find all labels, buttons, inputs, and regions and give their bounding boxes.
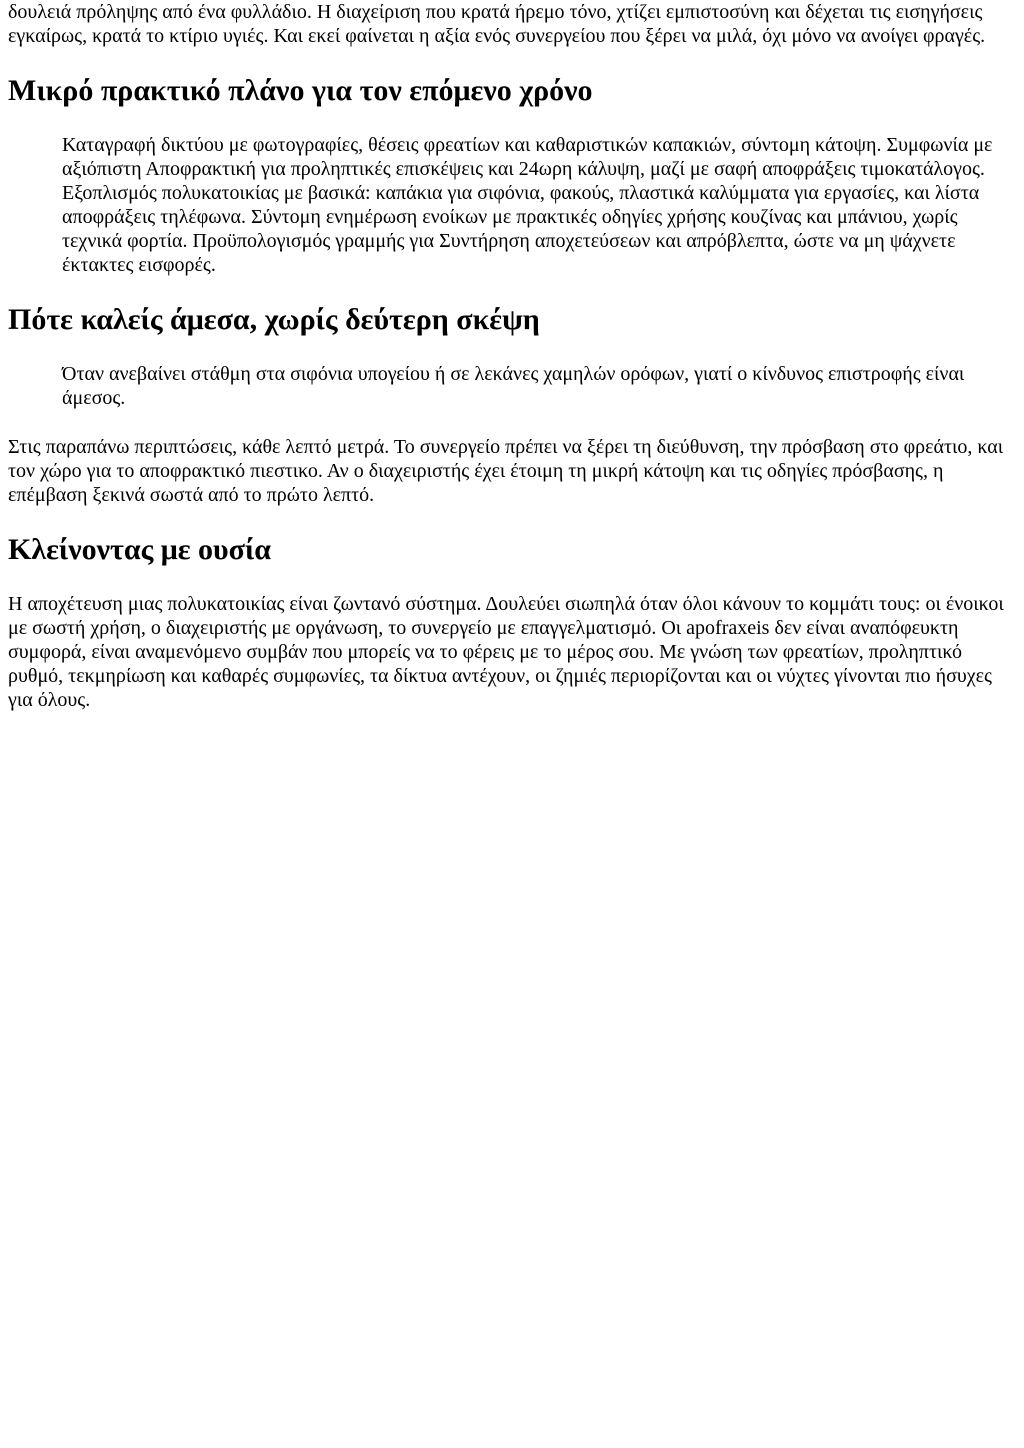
plan-blockquote: [62, 133, 1016, 277]
section-heading-urgent: Πότε καλείς άμεσα, χωρίς δεύτερη σκέψη: [8, 303, 540, 336]
urgent-paragraph: Στις παραπάνω περιπτώσεις, κάθε λεπτό μετρά. Το συνεργείο πρέπει να ξέρει τη διεύθυνση, την πρόσβαση στο φρεάτιο, και τον χώρο για το αποφρακτικό πιεστικο. Αν ο διαχειριστής έχει έτοιμη τη μικρή κάτοψη και τις οδηγίες πρόσβασης, η επέμβαση ξεκινά σωστά από το πρώτο λεπτό.: [8, 436, 1004, 506]
plan-text: Καταγραφή δικτύου με φωτογραφίες, θέσεις φρεατίων και καθαριστικών καπακιών, σύντομη κάτοψη. Συμφωνία με αξιόπιστη Αποφρακτική για προληπτικές επισκέψεις και 24ωρη κάλυψη, μαζί με σαφή αποφράξεις τιμοκατάλογος. Εξοπλισμός πολυκατοικίας με βασικά: καπάκια για σιφόνια, φακούς, πλαστικά καλύμματα για εργασίες, και λίστα αποφράξεις τηλέφωνα. Σύντομη ενημέρωση ενοίκων με πρακτικές οδηγίες χρήσης κουζίνας και μπάνιου, χωρίς τεχνικά φορτία. Προϋπολογισμός γραμμής για Συντήρηση αποχετεύσεων και απρόβλεπτα, ώστε να μη ψάχνετε έκτακτες εισφορές.: [62, 134, 993, 276]
intro-paragraph: δουλειά πρόληψης από ένα φυλλάδιο. Η διαχείριση που κρατά ήρεμο τόνο, χτίζει εμπιστοσύνη και δέχεται τις εισηγήσεις εγκαίρως, κρατά το κτίριο υγιές. Και εκεί φαίνεται η αξία ενός συνεργείου που ξέρει να μιλά, όχι μόνο να ανοίγει φραγές.: [8, 1, 986, 47]
section-heading-closing: Κλείνοντας με ουσία: [8, 533, 271, 566]
closing-paragraph: Η αποχέτευση μιας πολυκατοικίας είναι ζωντανό σύστημα. Δουλεύει σιωπηλά όταν όλοι κάνουν το κομμάτι τους: οι ένοικοι με σωστή χρήση, ο διαχειριστής με οργάνωση, το συνεργείο με επαγγελματισμό. Οι apofraxeis δεν είναι αναπόφευκτη συμφορά, είναι αναμενόμενο συμβάν που μπορείς να το φέρεις με το μέρος σου. Με γνώση των φρεατίων, προληπτικό ρυθμό, τεκμηρίωση και καθαρές συμφωνίες, τα δίκτυα αντέχουν, οι ζημιές περιορίζονται και οι νύχτες γίνονται πιο ήσυχες για όλους.: [8, 593, 1004, 711]
urgent-text: Όταν ανεβαίνει στάθμη στα σιφόνια υπογείου ή σε λεκάνες χαμηλών ορόφων, γιατί ο κίνδυνος επιστροφής είναι άμεσος.: [62, 363, 965, 409]
article: [0, 0, 1024, 712]
section-heading-plan: Μικρό πρακτικό πλάνο για τον επόμενο χρόνο: [8, 74, 593, 107]
urgent-blockquote: [62, 362, 1016, 410]
